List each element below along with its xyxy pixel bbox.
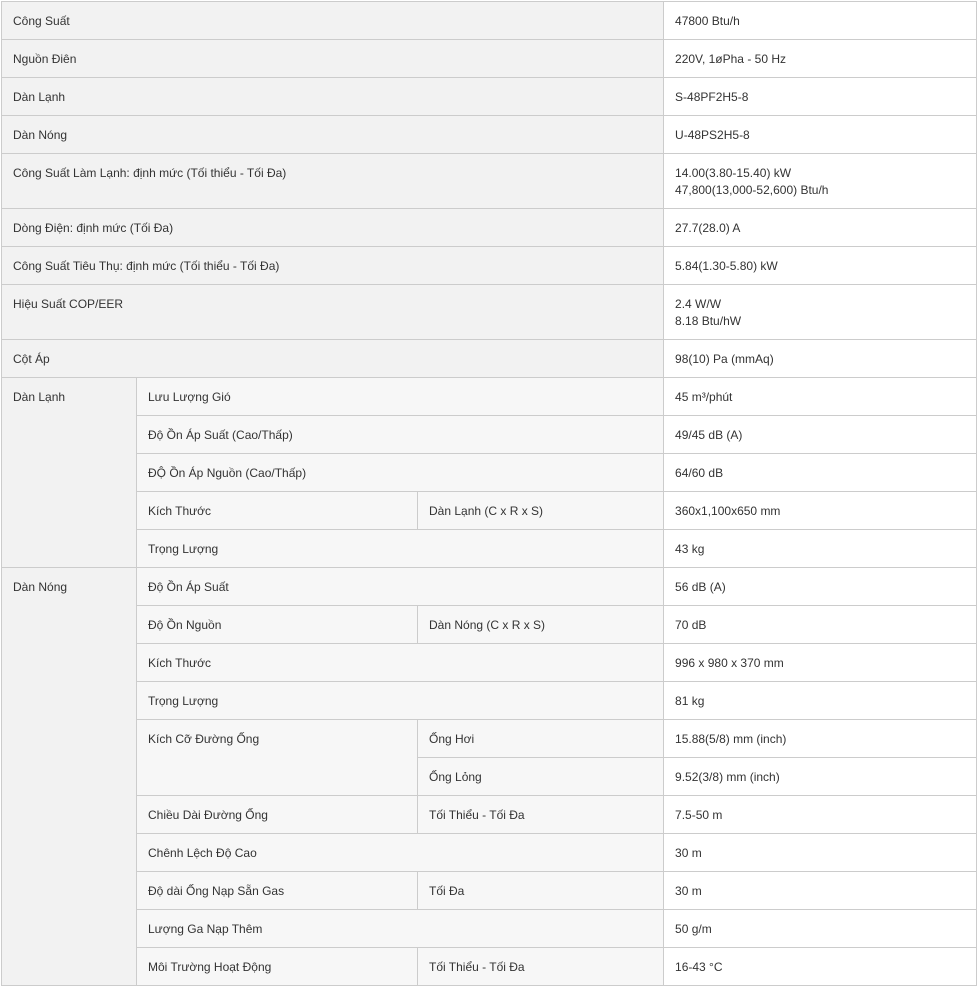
row-label: Độ dài Ống Nạp Sẵn Gas: [137, 872, 418, 910]
table-row: [2, 285, 977, 340]
row-value: 49/45 dB (A): [664, 416, 977, 454]
group-label-indoor: Dàn Lạnh: [2, 378, 137, 568]
row-value: 98(10) Pa (mmAq): [664, 340, 977, 378]
value-line: 14.00(3.80-15.40) kW: [675, 166, 792, 180]
row-label: Công Suất Làm Lạnh: định mức (Tối thiểu - Tối Đa): [2, 154, 664, 209]
row-value: 16-43 °C: [664, 948, 977, 986]
row-value: 43 kg: [664, 530, 977, 568]
table-row: [2, 40, 977, 78]
row-label: Hiệu Suất COP/EER: [2, 285, 664, 340]
table-row: [2, 340, 977, 378]
table-row: [2, 606, 977, 644]
table-row: [2, 796, 977, 834]
row-value: 45 m³/phút: [664, 378, 977, 416]
value-line: 47,800(13,000-52,600) Btu/h: [675, 183, 829, 197]
table-row: [2, 682, 977, 720]
row-label: Độ Ồn Nguồn: [137, 606, 418, 644]
row-value: 27.7(28.0) A: [664, 209, 977, 247]
table-row: [2, 154, 977, 209]
row-sublabel: Dàn Lạnh (C x R x S): [418, 492, 664, 530]
row-sublabel: Tối Thiểu - Tối Đa: [418, 948, 664, 986]
table-row: [2, 247, 977, 285]
row-value: 996 x 980 x 370 mm: [664, 644, 977, 682]
row-label: Dàn Nóng: [2, 116, 664, 154]
row-sublabel: Ống Lỏng: [418, 758, 664, 796]
row-value: 5.84(1.30-5.80) kW: [664, 247, 977, 285]
row-value: 7.5-50 m: [664, 796, 977, 834]
row-value: 47800 Btu/h: [664, 2, 977, 40]
row-label: Độ Ồn Áp Suất: [137, 568, 664, 606]
row-value: 9.52(3/8) mm (inch): [664, 758, 977, 796]
row-label: Chênh Lệch Độ Cao: [137, 834, 664, 872]
row-sublabel: Dàn Nóng (C x R x S): [418, 606, 664, 644]
row-value: 81 kg: [664, 682, 977, 720]
table-row: [2, 948, 977, 986]
row-value: U-48PS2H5-8: [664, 116, 977, 154]
row-value: 220V, 1øPha - 50 Hz: [664, 40, 977, 78]
row-value: 30 m: [664, 834, 977, 872]
table-row: [2, 530, 977, 568]
row-label: Kích Cỡ Đường Ống: [137, 720, 418, 796]
group-label-outdoor: Dàn Nóng: [2, 568, 137, 986]
row-value: 50 g/m: [664, 910, 977, 948]
table-row: [2, 416, 977, 454]
table-row: [2, 492, 977, 530]
row-value: [664, 285, 977, 340]
row-label: Dòng Điện: định mức (Tối Đa): [2, 209, 664, 247]
row-label: Trọng Lượng: [137, 682, 664, 720]
row-label: Cột Áp: [2, 340, 664, 378]
row-label: Môi Trường Hoạt Động: [137, 948, 418, 986]
table-row: [2, 116, 977, 154]
row-sublabel: Ống Hơi: [418, 720, 664, 758]
row-label: Trọng Lượng: [137, 530, 664, 568]
row-value: 360x1,100x650 mm: [664, 492, 977, 530]
table-row: [2, 454, 977, 492]
row-sublabel: Tối Thiểu - Tối Đa: [418, 796, 664, 834]
row-value: 56 dB (A): [664, 568, 977, 606]
row-label: Công Suất Tiêu Thụ: định mức (Tối thiểu - Tối Đa): [2, 247, 664, 285]
table-row: [2, 2, 977, 40]
table-row: [2, 834, 977, 872]
row-value: 64/60 dB: [664, 454, 977, 492]
table-row: [2, 720, 977, 758]
row-value: 15.88(5/8) mm (inch): [664, 720, 977, 758]
spec-table: [1, 1, 977, 986]
row-value: [664, 154, 977, 209]
row-label: ĐỘ Ồn Áp Nguồn (Cao/Thấp): [137, 454, 664, 492]
row-label: Dàn Lạnh: [2, 78, 664, 116]
row-label: Độ Ồn Áp Suất (Cao/Thấp): [137, 416, 664, 454]
table-row: [2, 872, 977, 910]
row-label: Kích Thước: [137, 492, 418, 530]
table-row: [2, 910, 977, 948]
table-row: [2, 378, 977, 416]
row-label: Lượng Ga Nạp Thêm: [137, 910, 664, 948]
row-label: Chiều Dài Đường Ống: [137, 796, 418, 834]
value-line: 8.18 Btu/hW: [675, 314, 742, 328]
row-label: Lưu Lượng Gió: [137, 378, 664, 416]
table-row: [2, 209, 977, 247]
row-label: Công Suất: [2, 2, 664, 40]
value-line: 2.4 W/W: [675, 297, 722, 311]
row-value: S-48PF2H5-8: [664, 78, 977, 116]
table-row: [2, 568, 977, 606]
row-value: 70 dB: [664, 606, 977, 644]
table-row: [2, 644, 977, 682]
row-label: Nguồn Điên: [2, 40, 664, 78]
table-row: [2, 78, 977, 116]
row-value: 30 m: [664, 872, 977, 910]
row-sublabel: Tối Đa: [418, 872, 664, 910]
row-label: Kích Thước: [137, 644, 664, 682]
